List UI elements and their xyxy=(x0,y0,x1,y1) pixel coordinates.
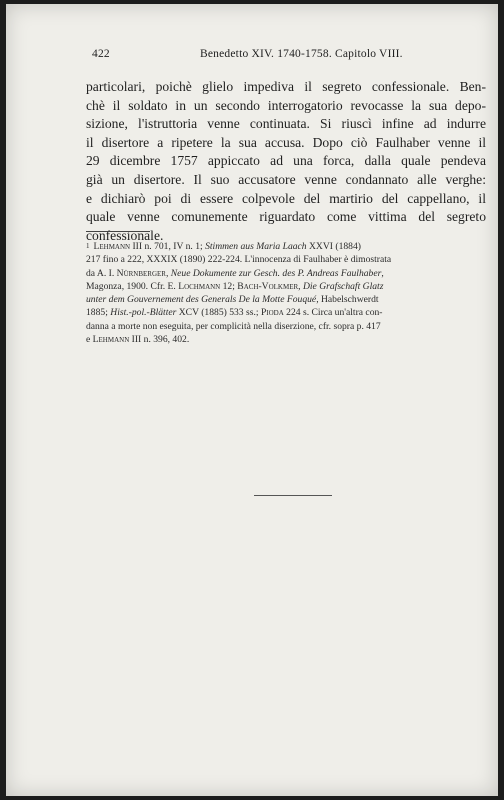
citation-text: XCV (1885) 533 ss.; xyxy=(176,307,261,319)
footnote-line xyxy=(86,267,486,280)
citation-text: e xyxy=(86,334,93,346)
citation-text: 224 s. Circa un'altra con- xyxy=(283,307,383,319)
author-name: Bach-Volkmer xyxy=(237,280,299,292)
citation-text: 1885; xyxy=(86,307,111,319)
citation-text: III n. 701, IV n. 1; xyxy=(130,241,206,252)
page-number: 422 xyxy=(92,48,110,60)
citation-title: Stimmen aus Maria Laach xyxy=(205,241,307,252)
citation-title: unter dem Gouvernement des Generals De la Motte Fouqué xyxy=(86,294,317,306)
author-name: Lehmann xyxy=(92,334,130,346)
citation-title: Hist.-pol.-Blätter xyxy=(110,307,177,319)
citation-title: Die Grafschaft Glatz xyxy=(302,280,384,292)
citation-text: Magonza, 1900. Cfr. E. xyxy=(86,280,179,292)
body-paragraph xyxy=(86,78,486,245)
citation-text: da A. I. xyxy=(86,267,117,279)
footnote-line xyxy=(86,306,486,319)
footnote-line xyxy=(86,280,486,293)
body-line: e dichiarò poi di essere colpevole del martirio del cappellano, il xyxy=(86,190,486,206)
body-line: particolari, poichè glielo impediva il segreto confessionale. Ben- xyxy=(86,79,486,94)
footnote-marker: 1 xyxy=(86,242,90,250)
author-name: Pioda xyxy=(260,307,284,319)
body-line: sizione, l'istruttoria venne continuata. Si riuscì infine ad indurre xyxy=(86,116,486,132)
body-line: 29 dicembre 1757 appiccato ad una forca, dalla quale pendeva xyxy=(86,153,486,169)
footnote-line xyxy=(86,293,486,306)
footnote-line xyxy=(86,333,486,346)
citation-text: , Habelschwerdt xyxy=(316,294,379,306)
body-line: confessionale. xyxy=(86,227,164,243)
citation-text: , xyxy=(298,280,303,292)
book-page xyxy=(6,4,498,796)
author-name: Nürnberger xyxy=(116,267,166,279)
footnote-line xyxy=(86,240,486,253)
footnote xyxy=(86,240,486,346)
citation-text: , xyxy=(381,267,384,279)
citation-text: 12; xyxy=(220,280,238,292)
citation-text: XXVI (1884) xyxy=(306,241,361,252)
body-line: il disertore a ripetere la sua accusa. Dopo ciò Faulhaber venne il xyxy=(86,134,486,150)
citation-text: III n. 396, 402. xyxy=(129,334,190,346)
body-line: quale venne comunemente riguardato come vittima del segreto xyxy=(86,209,486,225)
running-title: Benedetto XIV. 1740-1758. Capitolo VIII. xyxy=(200,48,403,60)
author-name: Lehmann xyxy=(93,241,131,252)
footnote-line: danna a morte non eseguita, per complicità nella diserzione, cfr. sopra p. 417 xyxy=(86,320,381,332)
author-name: Lochmann xyxy=(178,280,221,292)
citation-text: , xyxy=(165,267,171,279)
section-end-rule xyxy=(254,495,332,496)
footnote-separator xyxy=(86,231,150,232)
citation-title: Neue Dokumente zur Gesch. des P. Andreas Faulhaber xyxy=(170,267,382,279)
body-line: già un disertore. Il suo accusatore venne condannato alle verghe: xyxy=(86,171,486,187)
footnote-line: 217 fino a 222, XXXIX (1890) 222-224. L'innocenza di Faulhaber è dimostrata xyxy=(86,254,392,266)
body-line: chè il soldato in un secondo interrogatorio revocasse la sua depo- xyxy=(86,97,486,113)
